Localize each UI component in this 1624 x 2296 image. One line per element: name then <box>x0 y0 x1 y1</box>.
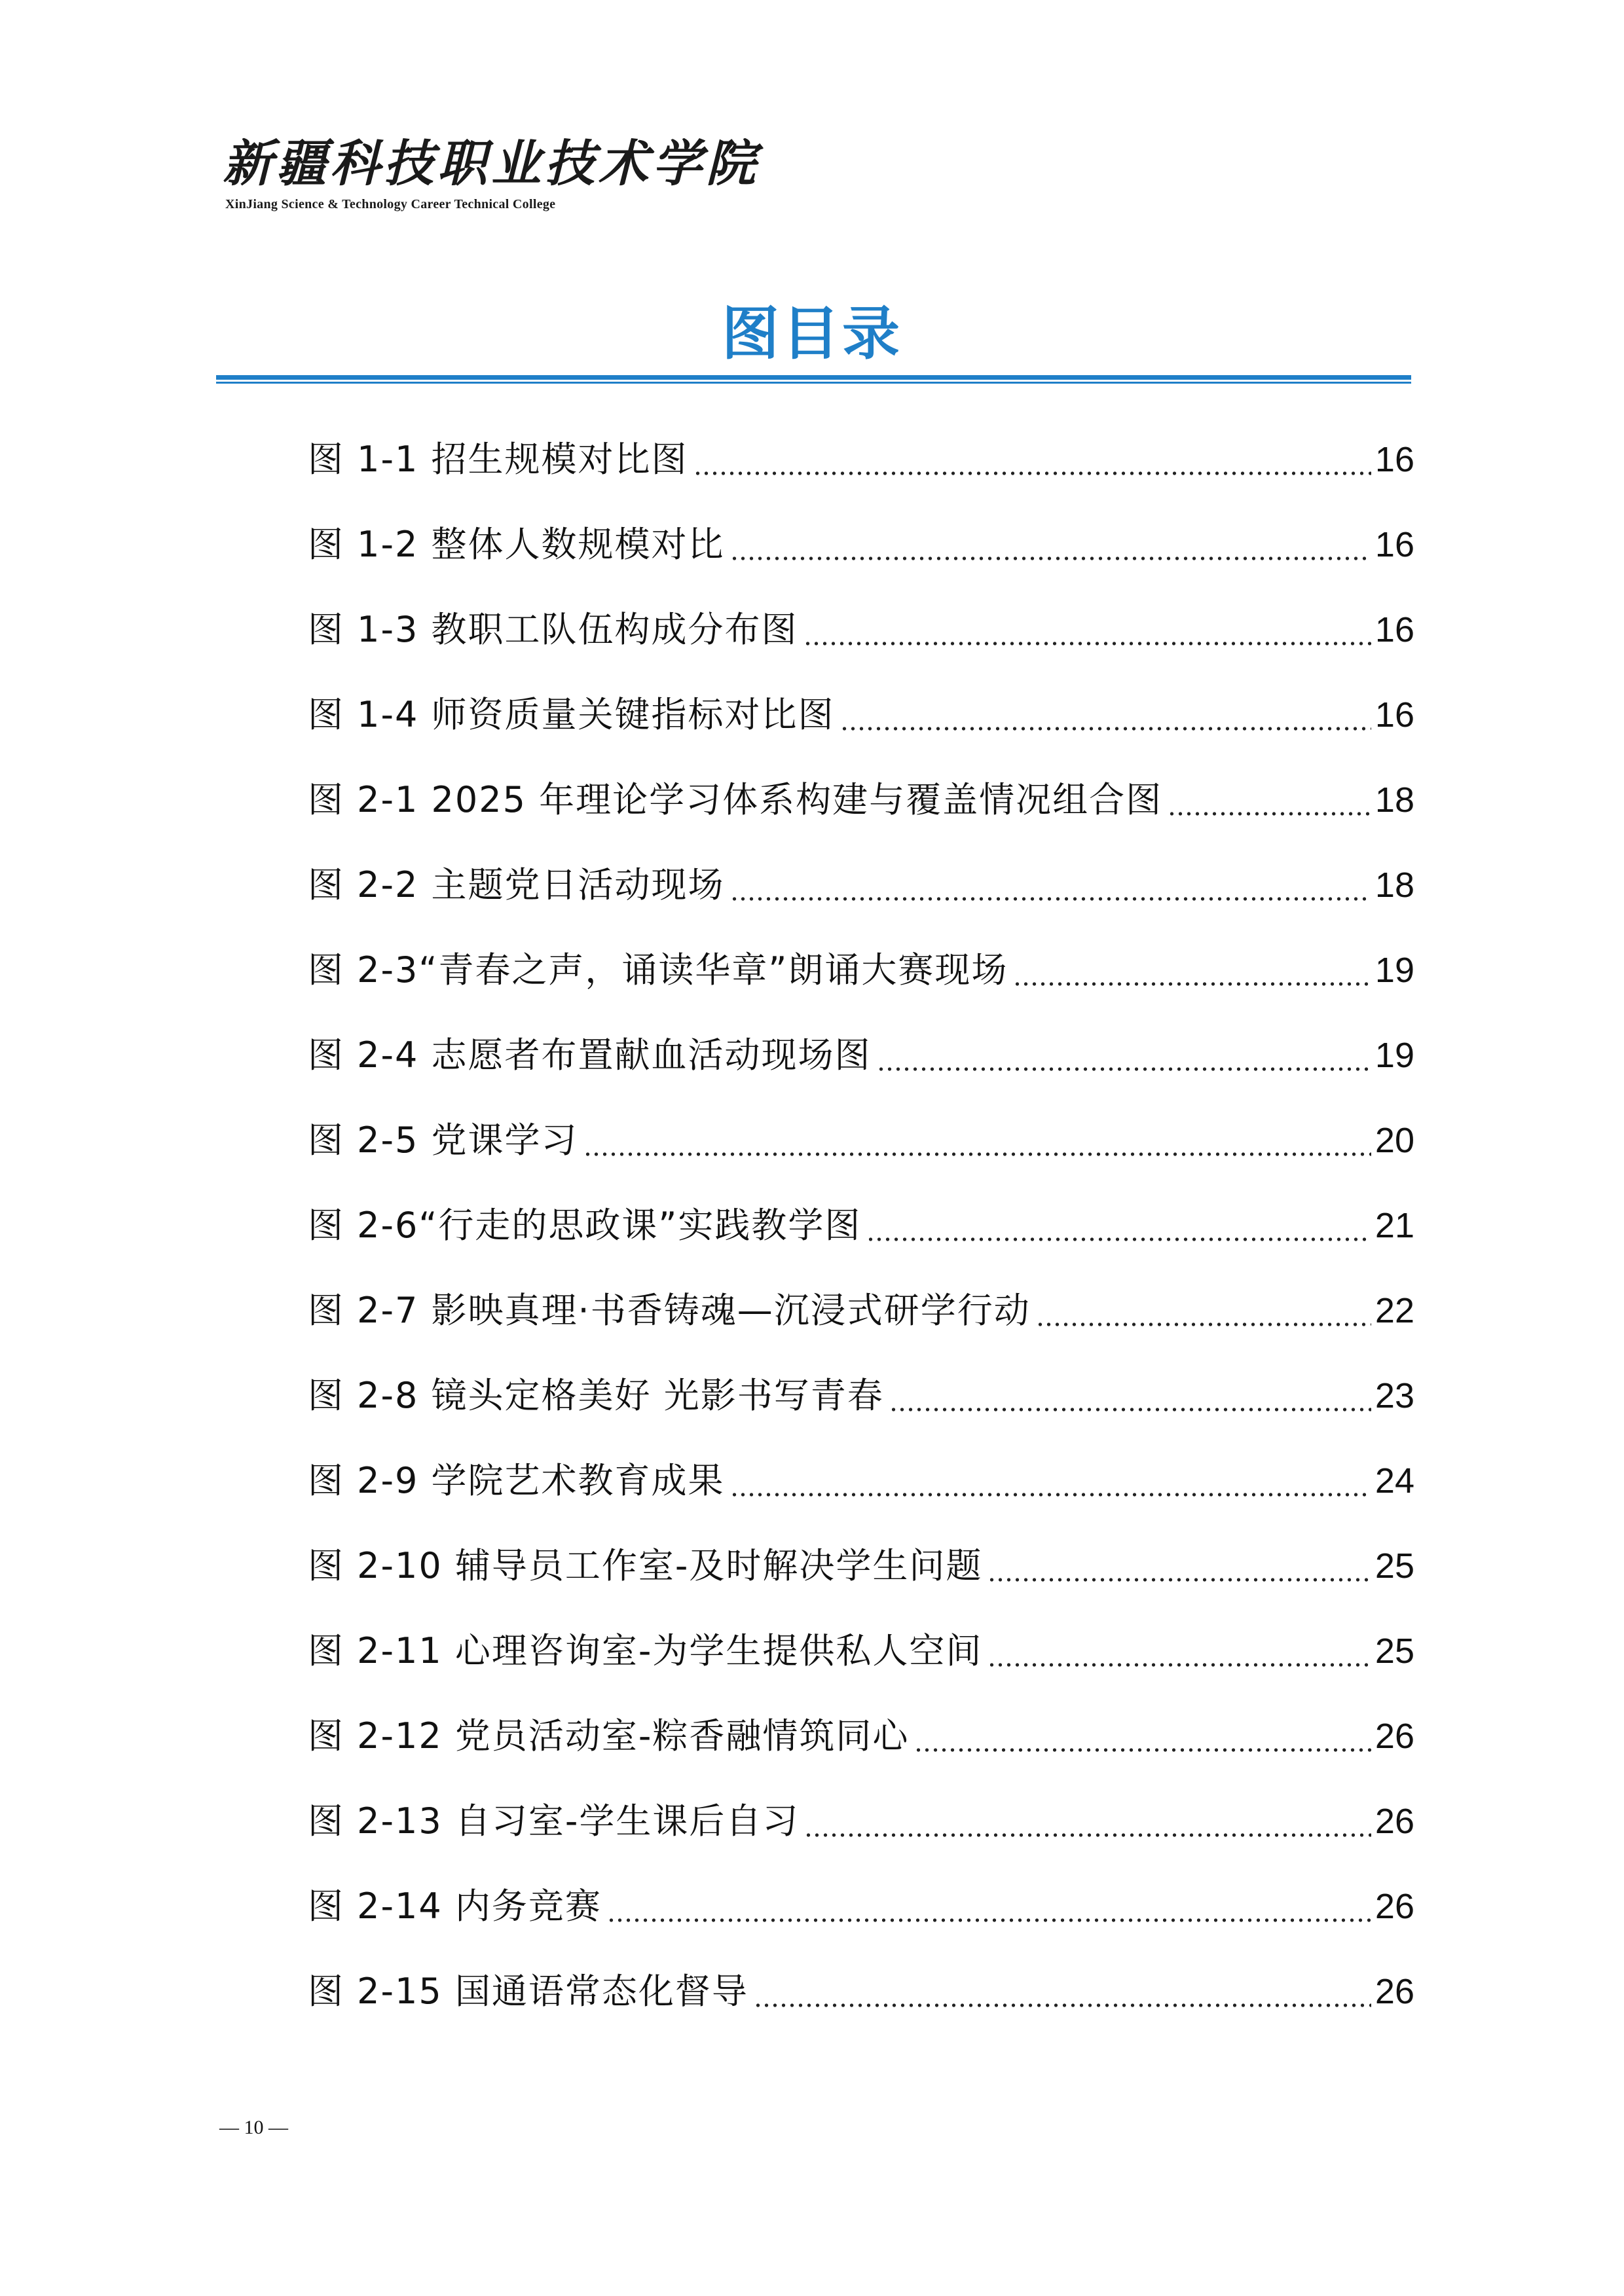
toc-entry[interactable] <box>308 1252 1414 1337</box>
college-logo <box>223 134 760 219</box>
toc-entry-label: 图 2-8 镜头定格美好 光影书写青春 <box>308 1375 884 1416</box>
toc-entry-page: 19 <box>1375 951 1414 990</box>
toc-entry[interactable] <box>308 1677 1414 1762</box>
toc-entry-label: 图 2-13 自习室-学生课后自习 <box>308 1800 800 1842</box>
toc-entry-label: 图 2-4 志愿者布置献血活动现场图 <box>308 1034 872 1076</box>
toc-dot-leader <box>914 1747 1371 1753</box>
toc-dot-leader <box>877 1066 1371 1072</box>
toc-entry[interactable] <box>308 826 1414 911</box>
toc-entry[interactable] <box>308 996 1414 1082</box>
toc-entry-label: 图 2-14 内务竞赛 <box>308 1886 602 1927</box>
toc-entry[interactable] <box>308 571 1414 656</box>
toc-entry[interactable] <box>308 1167 1414 1252</box>
toc-entry[interactable] <box>308 486 1414 571</box>
table-of-figures <box>308 401 1414 2018</box>
toc-entry-page: 23 <box>1375 1376 1414 1415</box>
toc-entry[interactable] <box>308 1848 1414 1933</box>
toc-entry-label: 图 2-11 心理咨询室-为学生提供私人空间 <box>308 1630 983 1671</box>
toc-dot-leader <box>1168 811 1371 817</box>
toc-entry-label: 图 2-15 国通语常态化督导 <box>308 1971 748 2012</box>
toc-entry[interactable] <box>308 1933 1414 2018</box>
toc-entry[interactable] <box>308 1082 1414 1167</box>
toc-entry-label: 图 2-7 影映真理·书香铸魂—沉浸式研学行动 <box>308 1290 1031 1331</box>
toc-entry-page: 18 <box>1375 866 1414 905</box>
toc-dot-leader <box>840 725 1371 732</box>
toc-entry-page: 25 <box>1375 1631 1414 1671</box>
toc-entry-label: 图 2-5 党课学习 <box>308 1120 578 1161</box>
toc-entry-page: 16 <box>1375 525 1414 564</box>
toc-entry-page: 26 <box>1375 1717 1414 1756</box>
toc-entry-page: 24 <box>1375 1461 1414 1501</box>
toc-entry[interactable] <box>308 1507 1414 1592</box>
page-title: 图目录 <box>721 300 902 367</box>
toc-entry[interactable] <box>308 656 1414 741</box>
toc-entry-page: 16 <box>1375 695 1414 735</box>
toc-dot-leader <box>987 1576 1371 1583</box>
toc-entry-page: 16 <box>1375 610 1414 649</box>
toc-dot-leader <box>804 1832 1371 1838</box>
toc-dot-leader <box>754 2002 1371 2009</box>
toc-entry-page: 18 <box>1375 780 1414 820</box>
toc-dot-leader <box>987 1662 1371 1668</box>
toc-dot-leader <box>889 1406 1371 1413</box>
toc-entry-page: 25 <box>1375 1546 1414 1586</box>
page-number: — 10 — <box>219 2117 288 2138</box>
toc-entry-label: 图 1-3 教职工队伍构成分布图 <box>308 609 798 650</box>
toc-entry-label: 图 2-6“行走的思政课”实践教学图 <box>308 1205 862 1246</box>
toc-entry-label: 图 2-12 党员活动室-粽香融情筑同心 <box>308 1715 910 1757</box>
toc-dot-leader <box>583 1151 1371 1157</box>
toc-entry-page: 26 <box>1375 1802 1414 1841</box>
toc-entry-page: 21 <box>1375 1206 1414 1245</box>
toc-entry-label: 图 1-4 师资质量关键指标对比图 <box>308 694 835 735</box>
toc-dot-leader <box>730 1491 1371 1498</box>
toc-entry[interactable] <box>308 1592 1414 1677</box>
toc-dot-leader <box>866 1236 1371 1243</box>
toc-entry-label: 图 2-2 主题党日活动现场 <box>308 864 725 905</box>
toc-entry-label: 图 2-3“青春之声，诵读华章”朗诵大赛现场 <box>308 949 1008 991</box>
toc-dot-leader <box>730 896 1371 902</box>
logo-chinese-name: 新疆科技职业技术学院 <box>223 134 760 192</box>
toc-entry-page: 26 <box>1375 1972 1414 2011</box>
toc-entry-label: 图 1-2 整体人数规模对比 <box>308 524 725 565</box>
logo-english-name: XinJiang Science & Technology Career Technical College <box>225 197 556 211</box>
toc-dot-leader <box>1036 1321 1371 1328</box>
toc-entry[interactable] <box>308 741 1414 826</box>
toc-entry[interactable] <box>308 1422 1414 1507</box>
toc-entry[interactable] <box>308 1762 1414 1848</box>
toc-entry-label: 图 2-10 辅导员工作室-及时解决学生问题 <box>308 1545 983 1586</box>
toc-entry-label: 图 2-1 2025 年理论学习体系构建与覆盖情况组合图 <box>308 779 1163 820</box>
toc-entry[interactable] <box>308 911 1414 996</box>
toc-dot-leader <box>693 470 1371 477</box>
toc-dot-leader <box>803 640 1371 647</box>
toc-entry[interactable] <box>308 1337 1414 1422</box>
toc-entry-page: 19 <box>1375 1036 1414 1075</box>
toc-entry-page: 16 <box>1375 440 1414 479</box>
title-rule-thin <box>216 382 1411 384</box>
toc-dot-leader <box>730 555 1371 562</box>
toc-entry[interactable] <box>308 401 1414 486</box>
toc-entry-label: 图 1-1 招生规模对比图 <box>308 439 688 480</box>
toc-entry-page: 26 <box>1375 1887 1414 1926</box>
toc-entry-page: 22 <box>1375 1291 1414 1330</box>
toc-dot-leader <box>607 1917 1371 1923</box>
toc-entry-page: 20 <box>1375 1121 1414 1160</box>
title-rule-thick <box>216 375 1411 380</box>
toc-dot-leader <box>1013 981 1371 987</box>
toc-entry-label: 图 2-9 学院艺术教育成果 <box>308 1460 725 1501</box>
